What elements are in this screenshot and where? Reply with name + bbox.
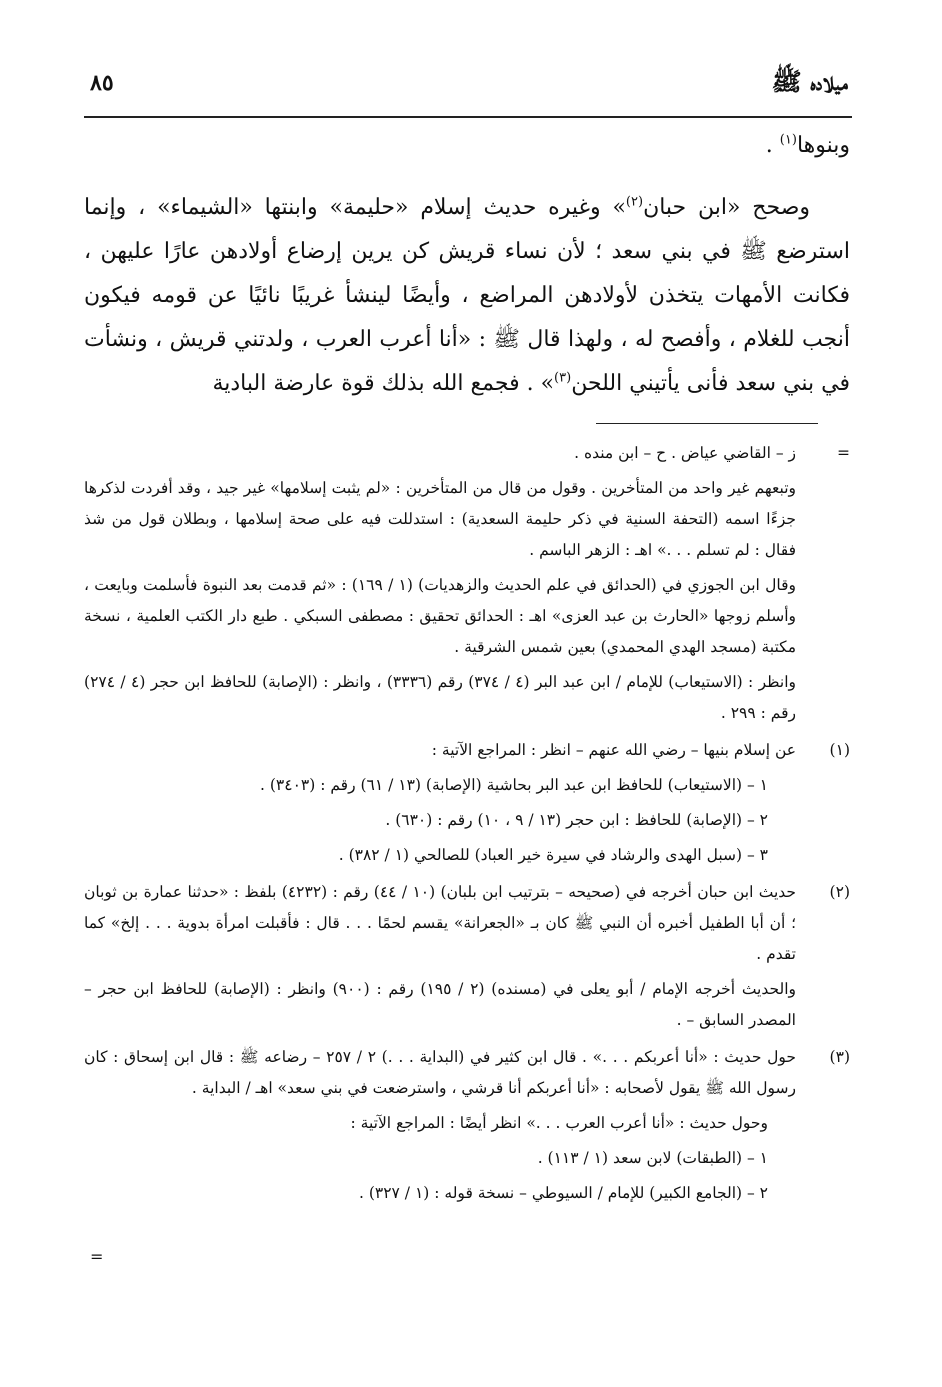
footnote-2 — [84, 877, 850, 1036]
footnote-ref-2[interactable]: (٢) — [625, 194, 644, 210]
reference-item: ٢ – (الإصابة) للحافظ : ابن حجر (١٣ / ٩ ، ١٠) رقم : (٦٣٠) . — [385, 811, 768, 829]
footnote-continuation — [84, 438, 850, 729]
footnotes — [84, 438, 850, 1215]
continuation-mark: = — [837, 444, 850, 462]
footnote-text: والحديث أخرجه الإمام / أبو يعلى في (مسنده) (٢ / ١٩٥) رقم : (٩٠٠) وانظر : (الإصابة) للحافظ ابن حجر – المصدر السابق – . — [84, 980, 797, 1029]
footnote-text: حول حديث : «أنا أعربكم . . .» . قال ابن كثير في (البداية . . .) ٢ / ٢٥٧ – رضاعه ﷺ : قال ابن إسحاق : كان رسول الله ﷺ يقول لأصحابه : «أنا أعربكم أنا قرشي ، واسترضعت في بني سعد» اهـ / البداية . — [84, 1048, 796, 1097]
reference-item: ١ – (الاستيعاب) للحافظ ابن عبد البر بحاشية (الإصابة) (١٣ / ٦١) رقم : (٣٤٠٣) . — [260, 776, 768, 794]
footnote-1 — [84, 735, 850, 871]
footnote-ref-1[interactable]: (١) — [779, 132, 797, 148]
footnote-number: (٣) — [829, 1048, 850, 1066]
continuation-line: وتبعهم غير واحد من المتأخرين . وقول من قال من المتأخرين : «لم يثبت إسلامها» غير جيد ، وقد أفردت لذكرها جزءًا اسمه (التحفة السنية في ذكر حليمة السعدية) : استدللت فيه على صحة إسلامها ، وبطلان قول من شذ فقال : لم تسلم . . .» اهـ : الزهر الباسم . — [84, 479, 796, 559]
paragraph-1-text: وبنوها — [796, 133, 850, 158]
footnote-number: (١) — [829, 741, 850, 759]
running-title: ميلاده ﷺ — [771, 67, 848, 96]
page-number: ٨٥ — [90, 70, 114, 96]
continuation-line: وانظر : (الاستيعاب) للإمام / ابن عبد البر (٤ / ٣٧٤) رقم (٣٣٣٦) ، وانظر : (الإصابة) للحافظ ابن حجر (٤ / ٢٧٤) رقم : ٢٩٩ . — [84, 673, 796, 722]
main-text — [84, 124, 850, 406]
paragraph-1 — [84, 124, 850, 168]
paragraph-1-end: . — [765, 133, 780, 158]
header-rule — [84, 116, 852, 118]
footnote-separator — [596, 423, 818, 424]
paragraph-2-text-b: » وغيره حديث إسلام «حليمة» وابنتها «الشيماء» ، وإنما استرضع ﷺ في بني سعد ؛ لأن نساء قريش كن يرين إرضاع أولادهن عارًا عليهن ، فكانت الأمهات يتخذن لأولادهن المراضع ، وأيضًا لينشأ غريبًا نائيًا عن قومه فيكون أنجب للغلام ، وأفصح له ، ولهذا قال ﷺ : «أنا أعرب العرب ، ولدتني قريش ، ونشأت في بني سعد فأنى يأتيني اللحن — [84, 195, 850, 396]
reference-item: ١ – (الطبقات) لابن سعد (١ / ١١٣) . — [537, 1149, 768, 1167]
footnote-3 — [84, 1042, 850, 1209]
continuation-line: وقال ابن الجوزي في (الحدائق في علم الحديث والزهديات) (١ / ١٦٩) : «ثم قدمت بعد النبوة فأسلمت وبايعت ، وأسلم زوجها «الحارث بن عبد العزى» اهـ : الحدائق تحقيق : مصطفى السبكي . طبع دار الكتب العلمية ، نسخة مكتبة (مسجد الهدي المحمدي) بعين شمس الشرقية . — [84, 576, 796, 656]
reference-item: ٣ – (سبل الهدى والرشاد في سيرة خير العباد) للصالحي (١ / ٣٨٢) . — [338, 846, 768, 864]
footnote-ref-3[interactable]: (٣) — [554, 370, 572, 386]
reference-item: ٢ – (الجامع الكبير) للإمام / السيوطي – نسخة قوله : (١ / ٣٢٧) . — [358, 1184, 768, 1202]
footnote-number: (٢) — [829, 883, 850, 901]
continuation-end-mark: = — [90, 1247, 104, 1266]
continuation-line: ز – القاضي عياض . ح – ابن منده . — [574, 444, 796, 462]
footnote-text: حديث ابن حبان أخرجه في (صحيحه – بترتيب ابن بلبان) (١٠ / ٤٤) رقم : (٤٢٣٢) بلفظ : «حدثنا عمارة بن ثوبان ؛ أن أبا الطفيل أخبره أن النبي ﷺ كان بـ «الجعرانة» يقسم لحمًا . . . قال : فأقبلت امرأة بدوية . . . إلخ» كما تقدم . — [84, 883, 797, 963]
footnote-text: وحول حديث : «أنا أعرب العرب . . .» انظر أيضًا : المراجع الآتية : — [350, 1114, 768, 1132]
paragraph-2 — [84, 186, 850, 406]
footnote-text: عن إسلام بنيها – رضي الله عنهم – انظر : المراجع الآتية : — [431, 741, 796, 759]
paragraph-2-text-c: » . فجمع الله بذلك قوة عارضة البادية — [212, 371, 555, 396]
paragraph-2-text-a: وصحح «ابن حبان — [643, 195, 811, 220]
